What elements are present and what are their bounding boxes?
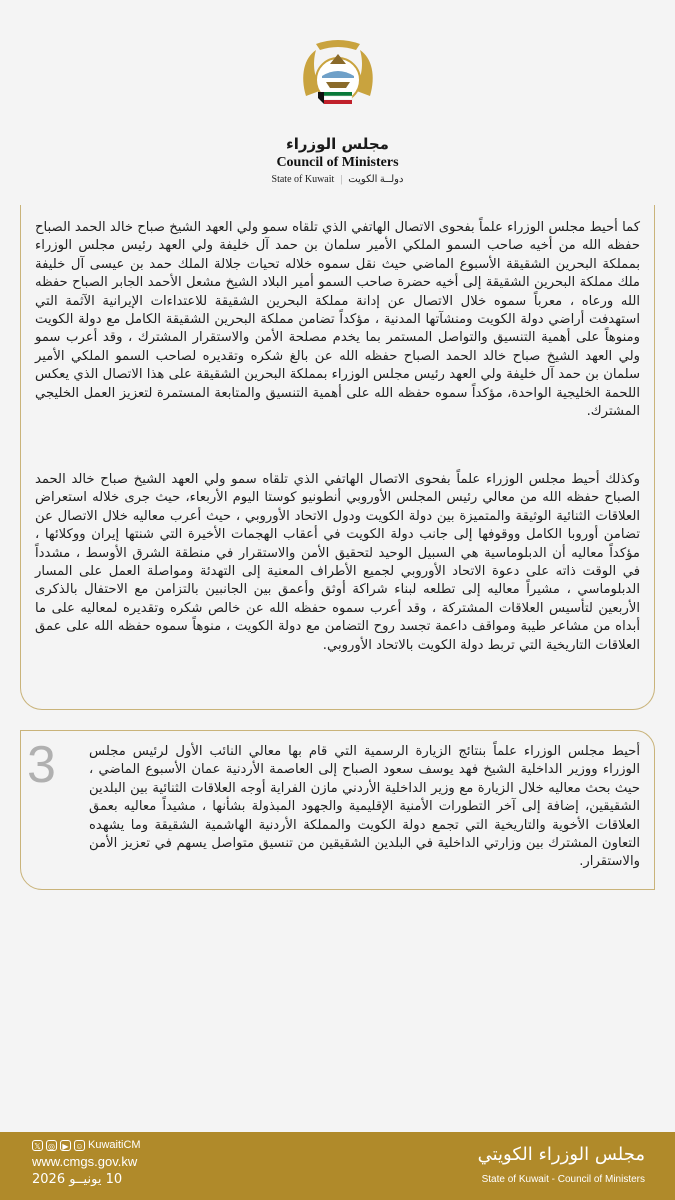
council-title-en: Council of Ministers bbox=[276, 155, 399, 170]
paragraph-jordan-visit: أحيط مجلس الوزراء علماً بنتائج الزيارة الرسمية التي قام بها معالي النائب الأول لرئيس مجلس الوزراء ووزير الداخلية الشيخ فهد يوسف سعود الصباح إلى العاصمة الأردنية عمان الأسبوع الماضي ، حيث بحث معاليه خلال الزيارة مع وزير الداخلية الأردني مازن الفراية أوجه العلاقات الثنائية بين البلدين الشقيقين، إضافة إلى آخر التطورات الأمنية الإقليمية والجهود المبذولة بشأنها ، مشيداً معاليه بعمق العلاقات الأخوية والتاريخية التي تجمع دولة الكويت والمملكة الأردنية الهاشمية الشقيقة وما يشهده التعاون المشترك بين وزارتي الداخلية في البلدين الشقيقين من تنسيق متواصل يسهم في تعزيز الأمن والاستقرار. bbox=[89, 744, 640, 870]
section-number: 3 bbox=[27, 736, 56, 794]
date: 10 يونيــو 2026 bbox=[32, 1172, 123, 1187]
state-ar: دولــة الكويت bbox=[348, 174, 404, 185]
separator: | bbox=[340, 174, 343, 185]
header bbox=[0, 0, 675, 200]
social-links bbox=[32, 1139, 141, 1151]
state-en: State of Kuwait bbox=[271, 174, 335, 185]
council-title-ar: مجلس الوزراء bbox=[286, 135, 389, 153]
section-1 bbox=[20, 205, 655, 710]
youtube-icon[interactable]: ▶ bbox=[60, 1140, 71, 1151]
state-subtitle bbox=[0, 174, 675, 185]
paragraph-eu-call: وكذلك أحيط مجلس الوزراء علماً بفحوى الاتصال الهاتفي الذي تلقاه سمو ولي العهد الشيخ صباح خالد الحمد الصباح حفظه الله من معالي رئيس المجلس الأوروبي أنطونيو كوستا اليوم الأربعاء، حيث جرى خلاله استعراض العلاقات الثنائية الوثيقة والمتميزة بين دولة الكويت ودول الاتحاد الأوروبي ، حيث أعرب معاليه خلال الاتصال عن تضامن أوروبا الكامل ووقوفها إلى جانب دولة الكويت في أعقاب الهجمات الأخيرة التي شنتها إيران ووكلائها ، مؤكداً معاليه أن الدبلوماسية هي السبيل الوحيد لتحقيق الأمن والاستقرار في منطقة الشرق الأوسط ، مشدداً في الوقت ذاته على دعوة الاتحاد الأوروبي لجميع الأطراف المعنية إلى التهدئة ومواصلة العمل على المسار الدبلوماسي ، مشيراً معاليه إلى تطلعه لبناء شراكة أوثق وأعمق بين الجانبين بالتزامن مع الاحتفال بالذكرى الأربعين لتأسيس العلاقات المشتركة ، وقد أعرب سموه حفظه الله عن خالص شكره وتقديره لمعاليه على ما أبداه من مشاعر طيبة ومواقف داعمة تجسد روح التضامن مع دولة الكويت ، منوهاً سموه حفظه الله على عمق العلاقات التاريخية التي تربط دولة الكويت بالاتحاد الأوروبي. bbox=[35, 472, 640, 653]
snapchat-icon[interactable]: ☺ bbox=[75, 1141, 84, 1151]
x-icon[interactable]: 𝕏 bbox=[32, 1140, 43, 1151]
section-3 bbox=[20, 730, 655, 890]
instagram-icon[interactable]: ◎ bbox=[46, 1140, 57, 1151]
paragraph-bahrain-call: كما أحيط مجلس الوزراء علماً بفحوى الاتصال الهاتفي الذي تلقاه سمو ولي العهد الشيخ صباح خالد الحمد الصباح حفظه الله من أخيه صاحب السمو الملكي الأمير سلمان بن حمد آل خليفة ولي العهد رئيس مجلس الوزراء بمملكة البحرين الشقيقة الأسبوع الماضي حيث نقل سموه خلاله تحيات جلالة الملك حمد بن عيسى آل خليفة ملك مملكة البحرين الشقيقة إلى أخيه حضرة صاحب السمو أمير البلاد الشيخ مشعل الأحمد الجابر الصباح حفظه الله ورعاه ، معرباً سموه خلال الاتصال عن إدانة مملكة البحرين الشقيقة للاعتداءات الإيرانية الآثمة التي استهدفت أراضي دولة الكويت ومنشآتها المدنية ، مؤكداً تضامن مملكة البحرين الشقيقة الكامل مع دولة الكويت ومنوهاً على أهمية التنسيق والتواصل المستمر بما يخدم مصلحة الأمن والاستقرار المشترك ، وقد أعرب سمو ولي العهد الشيخ صباح خالد الحمد الصباح حفظه الله عن بالغ شكره وتقديره لصاحب السمو الملكي الأمير سلمان بن حمد آل خليفة ولي العهد رئيس مجلس الوزراء بمملكة البحرين الشقيقة على هذا الاتصال الذي يعكس اللحمة الخليجية الواحدة، مؤكداً سموه حفظه الله على أهمية التنسيق والمتابعة المستمرة لتعزيز العمل الخليجي المشترك. bbox=[35, 220, 640, 420]
footer-title-ar: مجلس الوزراء الكويتي bbox=[477, 1144, 645, 1165]
footer-title-en: State of Kuwait - Council of Ministers bbox=[481, 1174, 645, 1185]
footer bbox=[0, 1132, 675, 1200]
website-link[interactable]: www.cmgs.gov.kw bbox=[32, 1154, 138, 1169]
kuwait-emblem-icon bbox=[296, 36, 380, 120]
social-handle[interactable]: KuwaitiCM bbox=[88, 1139, 141, 1151]
